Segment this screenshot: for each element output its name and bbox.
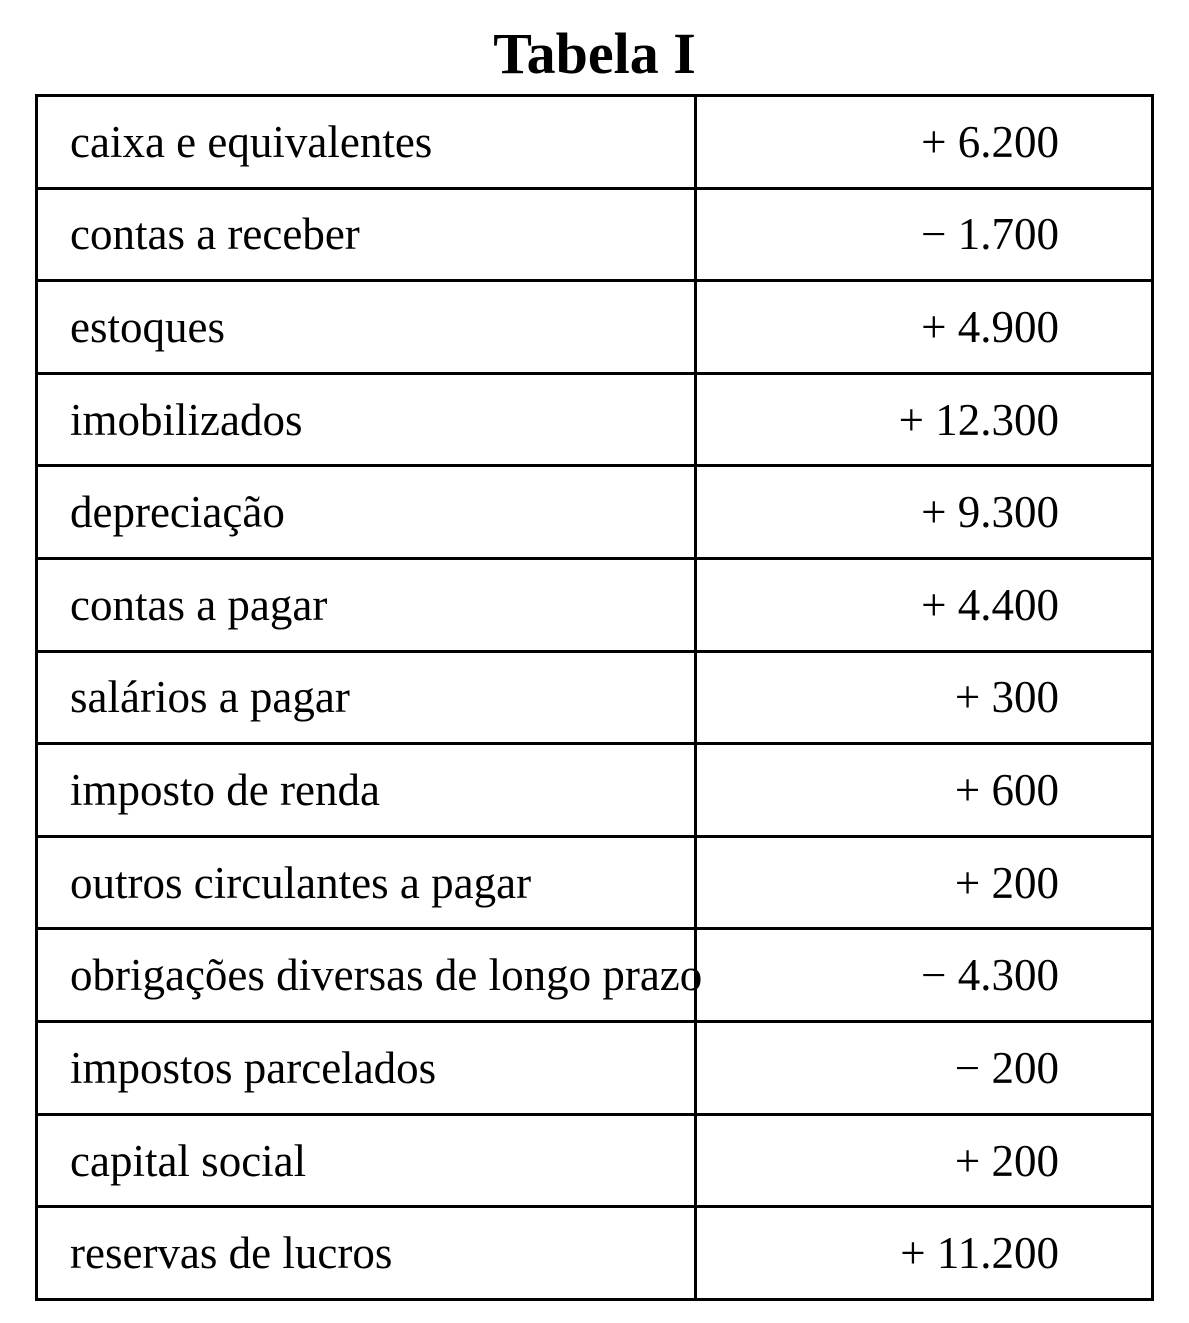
data-table	[35, 94, 1154, 1301]
row-value: + 6.200	[921, 116, 1059, 167]
table-row	[38, 835, 1151, 928]
table-row	[38, 464, 1151, 557]
row-label: imobilizados	[38, 375, 697, 465]
row-label: imposto de renda	[38, 745, 697, 835]
row-value: + 11.200	[900, 1228, 1059, 1279]
table-row	[38, 187, 1151, 280]
row-value: + 4.400	[921, 579, 1059, 630]
table-row	[38, 1113, 1151, 1206]
row-value: + 600	[954, 765, 1059, 816]
table-row	[38, 372, 1151, 465]
row-value: + 9.300	[921, 487, 1059, 538]
row-value: + 300	[954, 672, 1059, 723]
table-row	[38, 279, 1151, 372]
table-row	[38, 742, 1151, 835]
table-row	[38, 1020, 1151, 1113]
row-label: impostos parcelados	[38, 1023, 697, 1113]
row-value: + 4.900	[921, 302, 1059, 353]
row-value: + 200	[954, 1135, 1059, 1186]
row-value: − 200	[954, 1042, 1059, 1093]
table-row	[38, 97, 1151, 187]
row-value: + 200	[954, 857, 1059, 908]
row-label: depreciação	[38, 467, 697, 557]
row-value: − 1.700	[921, 209, 1059, 260]
row-label: outros circulantes a pagar	[38, 838, 697, 928]
table-title: Tabela I	[493, 21, 696, 86]
table-row	[38, 557, 1151, 650]
row-label: estoques	[38, 282, 697, 372]
row-label: contas a pagar	[38, 560, 697, 650]
row-value: + 12.300	[898, 394, 1059, 445]
row-label: contas a receber	[38, 190, 697, 280]
table-row	[38, 1205, 1151, 1298]
row-label: obrigações diversas de longo prazo	[38, 930, 697, 1020]
table-row	[38, 650, 1151, 743]
table-row	[38, 927, 1151, 1020]
row-label: caixa e equivalentes	[38, 97, 697, 187]
row-label: salários a pagar	[38, 653, 697, 743]
row-label: reservas de lucros	[38, 1208, 697, 1298]
row-label: capital social	[38, 1116, 697, 1206]
row-value: − 4.300	[921, 950, 1059, 1001]
